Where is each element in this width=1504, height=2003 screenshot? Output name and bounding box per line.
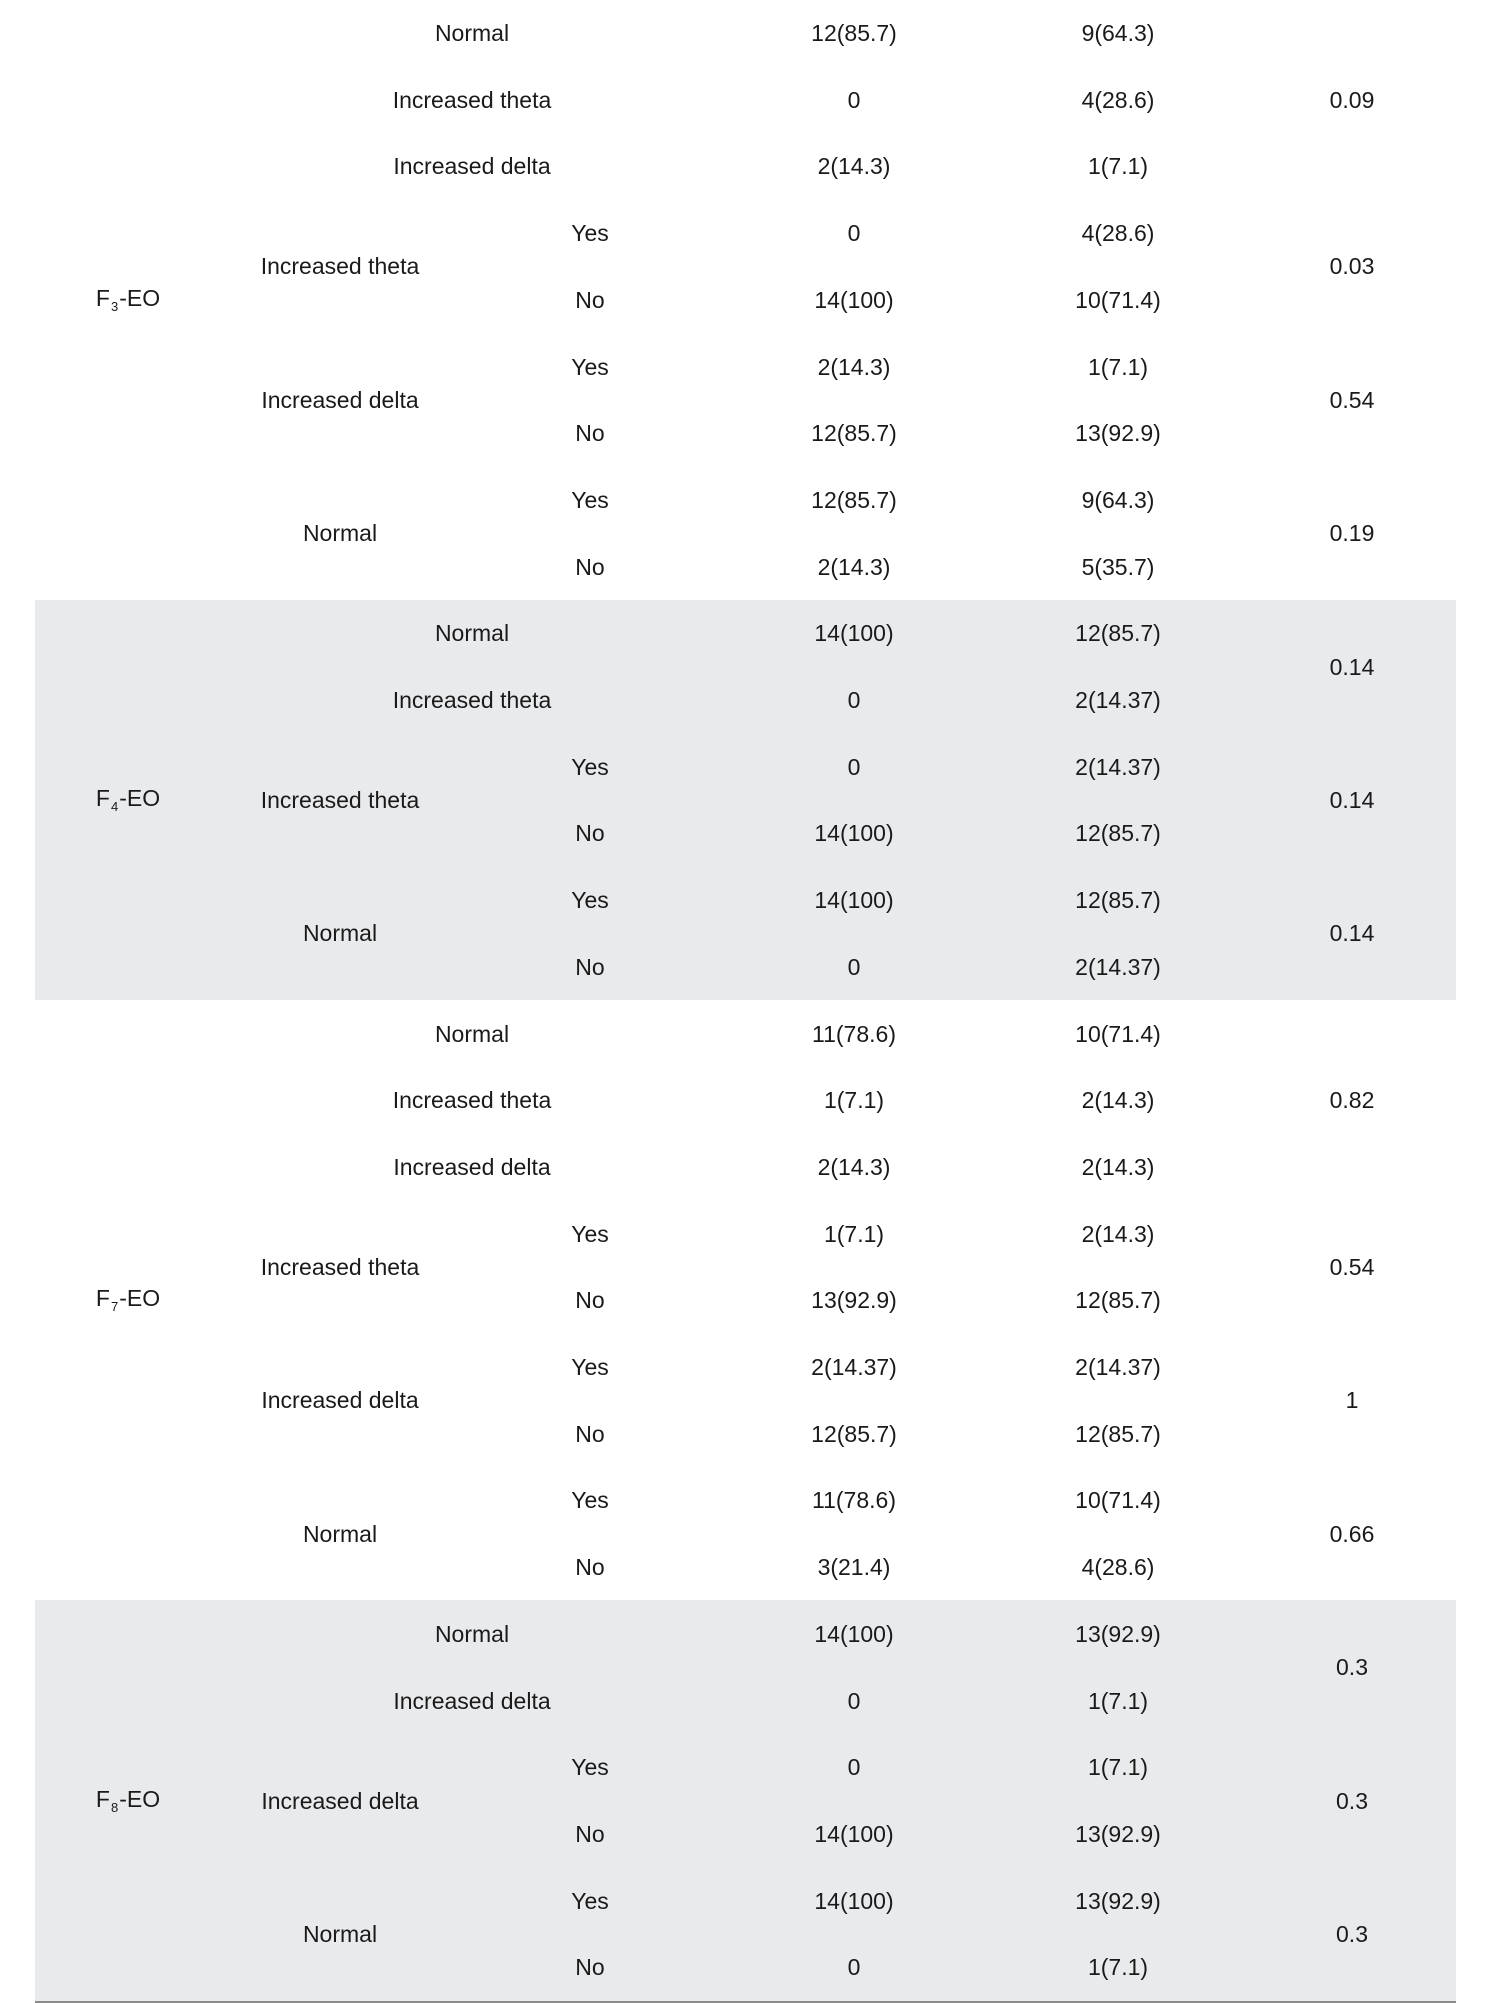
yes-no-label: Yes	[571, 1354, 609, 1380]
yes-no-label: No	[575, 1954, 605, 1981]
p-value-cell: 0.54	[1329, 386, 1375, 413]
group1-count-cell: 14(100)	[814, 286, 894, 313]
yes-no-label: No	[575, 420, 605, 447]
yes-no-label: Yes	[571, 353, 609, 380]
group2-count-cell: 2(14.3)	[1081, 1153, 1155, 1180]
group1-count-cell: 14(100)	[814, 1887, 894, 1914]
group2-count-cell: 2(14.37)	[1075, 1354, 1161, 1380]
group1-count-cell: 11(78.6)	[812, 1487, 896, 1514]
sub-category-label: Increased theta	[260, 253, 420, 280]
group2-count-cell: 9(64.3)	[1081, 486, 1155, 513]
yes-no-label: No	[575, 1420, 605, 1447]
group1-count-cell: 0	[847, 1754, 861, 1781]
electrode-group-label: $F_3-EO$	[95, 284, 161, 314]
p-value-cell: 0.3	[1336, 1787, 1368, 1814]
group2-count-cell: 2(14.3)	[1081, 1220, 1155, 1247]
group2-count-cell: 2(14.3)	[1081, 1087, 1155, 1114]
sub-category-label: Normal	[302, 520, 378, 547]
category-label: Normal	[434, 620, 510, 647]
group2-count-cell: 10(71.4)	[1075, 1020, 1161, 1047]
yes-no-label: No	[575, 553, 605, 580]
p-value-cell: 0.3	[1336, 1920, 1368, 1947]
group2-count-cell: 1(7.1)	[1087, 1754, 1149, 1781]
yes-no-label: No	[575, 1554, 605, 1581]
sub-category-label: Normal	[302, 920, 378, 947]
group1-count-cell: 0	[847, 1687, 861, 1714]
group2-count-cell: 4(28.6)	[1081, 1554, 1155, 1581]
group2-count-cell: 10(71.4)	[1075, 286, 1161, 313]
category-label: Increased theta	[392, 687, 552, 713]
sub-category-label: Normal	[302, 1920, 378, 1947]
yes-no-label: Yes	[571, 1220, 609, 1247]
shaded-block-background	[35, 600, 1456, 1000]
category-label: Increased delta	[393, 1687, 551, 1714]
yes-no-label: No	[575, 1820, 605, 1847]
p-value-cell: 0.66	[1329, 1520, 1375, 1547]
group2-count-cell: 12(85.7)	[1075, 1287, 1161, 1314]
group2-count-cell: 5(35.7)	[1081, 553, 1155, 580]
group1-count-cell: 2(14.37)	[811, 1354, 897, 1380]
group1-count-cell: 2(14.3)	[817, 153, 891, 180]
group1-count-cell: 0	[847, 953, 861, 980]
group1-count-cell: 12(85.7)	[811, 20, 897, 46]
group1-count-cell: 1(7.1)	[823, 1220, 885, 1247]
category-label: Normal	[434, 20, 510, 46]
p-value-cell: 0.03	[1329, 253, 1375, 280]
shaded-block-background	[35, 1600, 1456, 2000]
category-label: Increased delta	[393, 153, 551, 180]
group2-count-cell: 13(92.9)	[1075, 1820, 1161, 1847]
group1-count-cell: 0	[847, 86, 861, 113]
group2-count-cell: 4(28.6)	[1081, 86, 1155, 113]
electrode-group-label: $F_7-EO$	[95, 1285, 161, 1315]
sub-category-label: Increased theta	[260, 787, 420, 814]
group1-count-cell: 2(14.3)	[817, 353, 891, 380]
group1-count-cell: 1(7.1)	[823, 1087, 885, 1114]
yes-no-label: No	[575, 820, 605, 847]
group2-count-cell: 12(85.7)	[1075, 820, 1161, 847]
group2-count-cell: 2(14.37)	[1075, 753, 1161, 780]
yes-no-label: Yes	[571, 753, 609, 780]
group2-count-cell: 2(14.37)	[1075, 687, 1161, 713]
group1-count-cell: 14(100)	[814, 620, 894, 647]
group2-count-cell: 13(92.9)	[1075, 420, 1161, 447]
group1-count-cell: 0	[847, 753, 861, 780]
group1-count-cell: 2(14.3)	[817, 1153, 891, 1180]
sub-category-label: Increased delta	[261, 1387, 419, 1414]
p-value-cell: 0.3	[1336, 1654, 1368, 1681]
group2-count-cell: 12(85.7)	[1075, 620, 1161, 647]
sub-category-label: Normal	[302, 1520, 378, 1547]
group1-count-cell: 11(78.6)	[812, 1020, 896, 1047]
p-value-cell: 0.14	[1329, 920, 1375, 947]
group2-count-cell: 2(14.37)	[1075, 953, 1161, 980]
category-label: Increased theta	[392, 86, 552, 113]
group1-count-cell: 14(100)	[814, 887, 894, 914]
group2-count-cell: 1(7.1)	[1087, 1687, 1149, 1714]
yes-no-label: No	[575, 1287, 605, 1314]
p-value-cell: 0.54	[1329, 1253, 1375, 1280]
yes-no-label: Yes	[571, 887, 609, 914]
sub-category-label: Increased delta	[261, 1787, 419, 1814]
sub-category-label: Increased theta	[260, 1253, 420, 1280]
group2-count-cell: 12(85.7)	[1075, 887, 1161, 914]
yes-no-label: Yes	[571, 486, 609, 513]
group2-count-cell: 9(64.3)	[1081, 20, 1155, 46]
sub-category-label: Increased delta	[261, 386, 419, 413]
p-value-cell: 0.82	[1329, 1087, 1375, 1114]
p-value-cell: 0.19	[1329, 520, 1375, 547]
group1-count-cell: 0	[847, 1954, 861, 1981]
p-value-cell: 0.14	[1329, 787, 1375, 814]
yes-no-label: Yes	[571, 1487, 609, 1514]
group1-count-cell: 3(21.4)	[817, 1554, 891, 1581]
yes-no-label: No	[575, 286, 605, 313]
group2-count-cell: 13(92.9)	[1075, 1620, 1161, 1647]
p-value-cell: 0.09	[1329, 86, 1375, 113]
group1-count-cell: 12(85.7)	[811, 1420, 897, 1447]
group1-count-cell: 14(100)	[814, 1820, 894, 1847]
category-label: Increased delta	[393, 1153, 551, 1180]
electrode-group-label: $F_4-EO$	[95, 785, 161, 815]
group1-count-cell: 2(14.3)	[817, 553, 891, 580]
category-label: Increased theta	[392, 1087, 552, 1114]
group2-count-cell: 4(28.6)	[1081, 220, 1155, 247]
group1-count-cell: 0	[847, 687, 861, 713]
group2-count-cell: 1(7.1)	[1087, 153, 1149, 180]
p-value-cell: 1	[1345, 1387, 1359, 1414]
electrode-group-label: $F_8-EO$	[95, 1785, 161, 1815]
p-value-cell: 0.14	[1329, 653, 1375, 680]
group1-count-cell: 12(85.7)	[811, 486, 897, 513]
table-bottom-rule	[35, 2001, 1456, 2003]
group2-count-cell: 1(7.1)	[1087, 353, 1149, 380]
yes-no-label: Yes	[571, 1754, 609, 1781]
group1-count-cell: 13(92.9)	[811, 1287, 897, 1314]
group1-count-cell: 12(85.7)	[811, 420, 897, 447]
group1-count-cell: 0	[847, 220, 861, 247]
category-label: Normal	[434, 1620, 510, 1647]
yes-no-label: Yes	[571, 1887, 609, 1914]
group2-count-cell: 12(85.7)	[1075, 1420, 1161, 1447]
group2-count-cell: 13(92.9)	[1075, 1887, 1161, 1914]
category-label: Normal	[434, 1020, 510, 1047]
group2-count-cell: 10(71.4)	[1075, 1487, 1161, 1514]
yes-no-label: No	[575, 953, 605, 980]
group1-count-cell: 14(100)	[814, 820, 894, 847]
group1-count-cell: 14(100)	[814, 1620, 894, 1647]
yes-no-label: Yes	[571, 220, 609, 247]
group2-count-cell: 1(7.1)	[1087, 1954, 1149, 1981]
